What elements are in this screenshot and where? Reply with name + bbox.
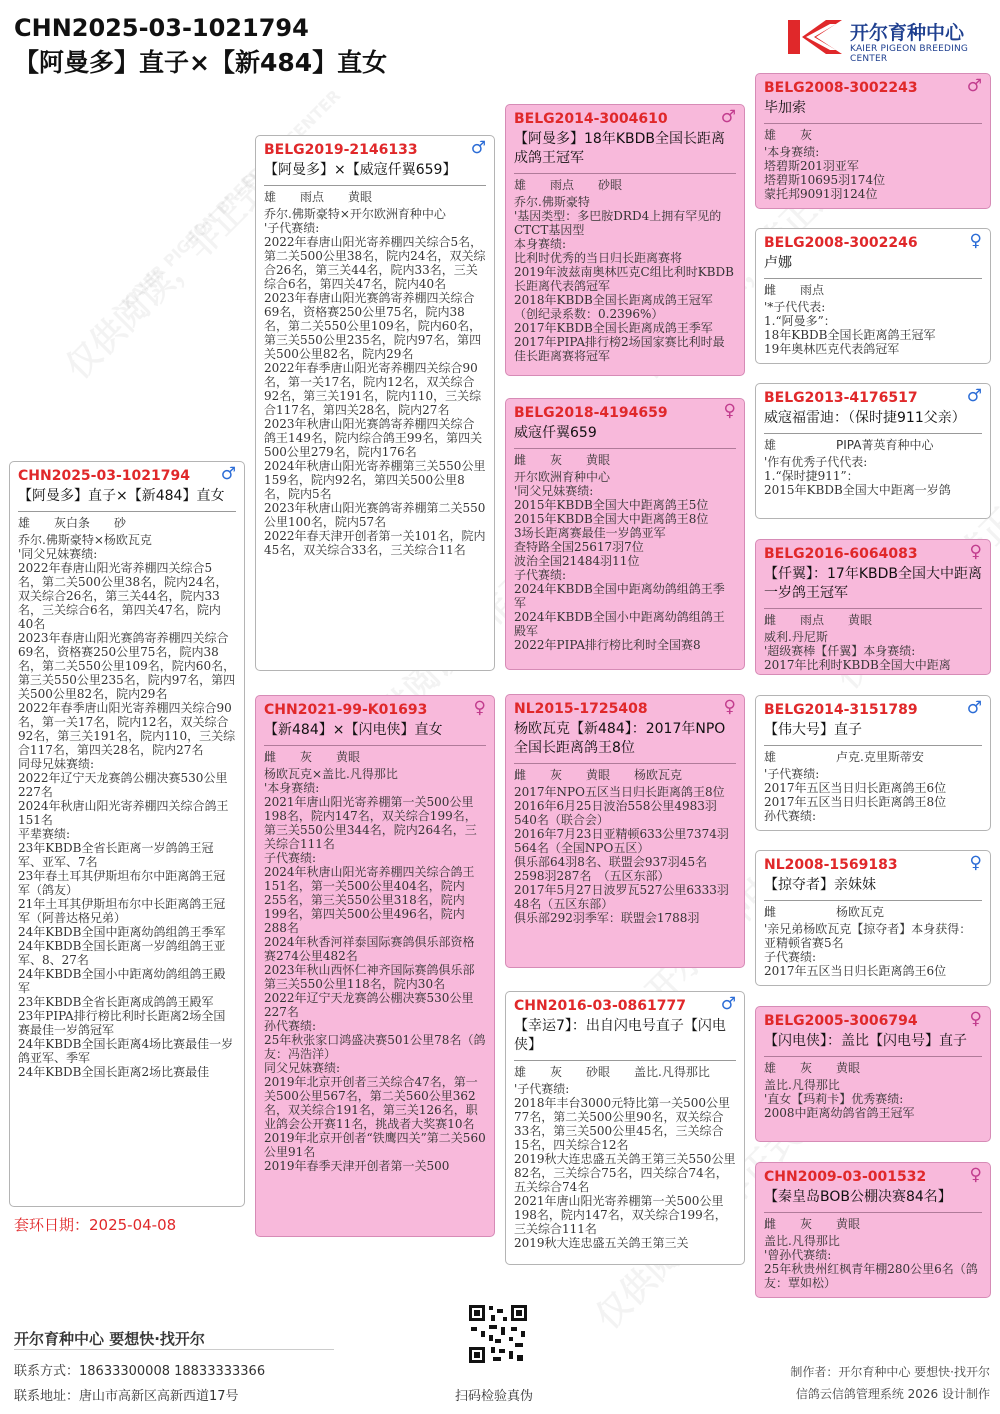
pigeon-attributes: 雄 PIPA菁英育种中心	[764, 438, 934, 452]
female-icon: ♀	[969, 1165, 982, 1185]
pedigree-card-gen4-4[interactable]	[755, 539, 991, 675]
pedigree-card-gen4-6[interactable]	[755, 850, 991, 986]
pigeon-attributes: 雌 灰 黄眼	[264, 750, 361, 764]
divider	[764, 433, 982, 434]
pedigree-card-sire[interactable]	[255, 135, 495, 671]
pigeon-info: 开尔欧洲育种中心 '同父兄妹赛绩: 2015年KBDB全国大中距离鸽王5位 2015年KBDB全国大中距离鸽王8位 3场长距离赛最佳一岁鸽亚军 查特路全国25617羽7位 波治全国21484羽11位 子代赛绩: 2024年KBDB全国中距离幼鸽组鸽王季军 2024年KBDB全国小中距离幼鸽组鸽王殿军 2022年PIPA排行榜比利时全国赛8	[514, 470, 725, 652]
pedigree-card-gen4-3[interactable]	[755, 383, 991, 519]
footer-system: 信鸽云信鸽管理系统 2026 设计制作	[795, 1387, 990, 1401]
female-icon: ♀	[723, 401, 736, 421]
ring-id: CHN2009-03-001532	[764, 1169, 927, 1185]
brand-name-en: KAIER PIGEON BREEDING CENTER	[850, 44, 969, 64]
female-icon: ♀	[723, 697, 736, 717]
pedigree-card-gen4-7[interactable]	[755, 1006, 991, 1142]
divider	[264, 185, 486, 186]
pigeon-attributes: 雄 灰	[764, 128, 813, 142]
male-icon: ♂	[470, 138, 486, 158]
male-icon: ♀	[969, 1009, 982, 1029]
pedigree-card-sire-dam[interactable]	[505, 398, 745, 670]
pigeon-info: 2017年NPO五区当日归长距离鸽王8位 2016年6月25日波治558公里4983羽540名（联合会） 2016年7月23日亚精顿633公里7374羽564名（全国NPO五区） 俱乐部64羽8名、联盟会937羽45名 2598羽287名 （五区东部） 2017年5月27日波罗瓦527公里6333羽48名（五区东部） 俱乐部292羽季军：联盟会1788羽	[514, 785, 729, 925]
ring-id: BELG2016-6064083	[764, 546, 918, 562]
pigeon-attributes: 雄 灰白条 砂	[18, 516, 127, 530]
male-icon: ♂	[220, 464, 236, 484]
pigeon-attributes: 雄 灰 黄眼	[764, 1061, 861, 1075]
male-icon: ♂	[720, 107, 736, 127]
ring-id: NL2015-1725408	[514, 701, 648, 717]
footer-address: 联系地址：唐山市高新区高新西道17号	[14, 1389, 239, 1404]
pigeon-attributes: 雄 雨点 黄眼	[264, 190, 373, 204]
pigeon-name: 【掠夺者】亲妹妹	[764, 877, 876, 893]
ring-id: BELG2008-3002246	[764, 235, 918, 251]
pigeon-info: 杨欧瓦克×盖比.凡得那比 '本身赛绩: 2021年唐山阳光寄养棚第一关500公里198名，院内147名，双关综合199名，第三关550公里344名，院内264名，三关综合111名 子代赛绩: 2024年秋唐山阳光寄养棚四关综合鸽王151名，第一关500公里404名，院内255名，第三关550公里318名，院内199名，第四关500公里496名，院内288名 2024年秋香河祥泰国际赛鸽俱乐部资格赛274公里482名 2023年秋山西怀仁神齐国际赛鸽俱乐部第三关550公里118名，院内30名 2022年辽宁天龙赛鸽公棚决赛530公里227名 孙代赛绩: 25年秋张家口鸿盛决赛501公里78名（鸽友：冯浩洋） 同父兄妹赛绩: 2019年北京开创者三关综合47名，第一关500公里567名，第二关560公里362名，双关综合191名，第三关126名，职业鸽会公开赛11名，挑战者大奖赛10名 2019年北京开创者“铁鹰四关”第二关560公里91名 2019年春季天津开创者第一关500	[264, 767, 486, 1173]
pigeon-attributes: 雄 灰 砂眼 盖比.凡得那比	[514, 1065, 710, 1079]
ring-id: NL2008-1569183	[764, 857, 898, 873]
ring-id: BELG2014-3004610	[514, 111, 668, 127]
pigeon-name: 威寇福雷迪：（保时捷911父亲）	[764, 410, 966, 426]
pigeon-name: 卢娜	[764, 255, 792, 271]
pigeon-attributes: 雌 杨欧瓦克	[764, 905, 885, 919]
divider	[764, 900, 982, 901]
female-icon: ♀	[969, 853, 982, 873]
pigeon-info: '*子代代表: 1.“阿曼多”： 18年KBDB全国长距离鸽王冠军 19年奥林匹克代表鸽冠军	[764, 300, 936, 356]
pedigree-card-subject[interactable]	[9, 461, 245, 1207]
pigeon-info: '亲兄弟杨欧瓦克【掠夺者】本身获得：亚精顿省赛5名 子代赛绩: 2017年五区当日归长距离鸽王6位	[764, 922, 972, 978]
pedigree-card-gen4-1[interactable]	[755, 73, 991, 209]
page-title: 【阿曼多】直子×【新484】直女	[14, 48, 388, 77]
pigeon-name: 【幸运7】：出自闪电号直子【闪电侠】	[514, 1018, 726, 1053]
pigeon-info: 乔尔.佛斯豪特×杨欧瓦克 '同父兄妹赛绩: 2022年春唐山阳光寄养棚四关综合5名，第二关500公里38名，院内24名，双关综合26名，第三关44名，院内33名，三关综合6名，第四关47名，院内40名 2023年春唐山阳光赛鸽寄养棚四关综合69名，资格赛250公里75名，院内38名，第二关550公里109名，院内60名，第三关550公里235名，院内97名，第四关500公里82名，院内29名 2022年春季唐山阳光寄养棚四关综合90名，第一关17名，院内12名，双关综合92名，第三关191名，院内110，三关综合117名，第四关28名，院内27名 同母兄妹赛绩: 2022年辽宁天龙赛鸽公棚决赛530公里227名 2024年秋唐山阳光寄养棚四关综合鸽王151名 平辈赛绩: 23年KBDB全省长距离一岁鸽鸽王冠军、亚军、7名 23年春土耳其伊斯坦布尔中距离鸽王冠军（鸽友） 21年土耳其伊斯坦布尔中长距离鸽王冠军（阿普达格兄弟） 24年KBDB全国中距离幼鸽组鸽王季军 24年KBDB全国长距离一岁鸽组鸽王亚军、8、27名 24年KBDB全国小中距离幼鸽组鸽王殿军 23年KBDB全省长距离成鸽鸽王殿军 23年PIPA排行榜比利时长距离2场全国赛最佳一岁鸽冠军 24年KBDB全国长距离4场比赛最佳一岁鸽亚军、季军 24年KBDB全国长距离2场比赛最佳	[18, 533, 236, 1079]
brand-logo	[786, 16, 992, 64]
pigeon-name: 杨欧瓦克【新484】：2017年NPO全国长距离鸽王8位	[514, 721, 726, 756]
pigeon-attributes: 雌 灰 黄眼	[764, 1217, 861, 1231]
pedigree-card-gen4-5[interactable]	[755, 695, 991, 831]
footer-maker: 制作者：开尔育种中心 要想快·找开尔	[790, 1365, 990, 1379]
divider	[764, 745, 982, 746]
ring-id: BELG2019-2146133	[264, 142, 418, 158]
pigeon-info: 威利.丹尼斯 '超级赛棒【仟翼】本身赛绩: 2017年比利时KBDB全国大中距离	[764, 630, 951, 672]
pigeon-info: 乔尔.佛斯豪特×开尔欧洲育种中心 '子代赛绩: 2022年春唐山阳光寄养棚四关综合5名，第二关500公里38名，院内24名，双关综合26名，第三关44名，院内33名，三关综合6名，第四关47名，院内40名 2023年春唐山阳光赛鸽寄养棚四关综合69名，资格赛250公里75名，院内38名，第二关550公里109名，院内60名，第三关550公里235名，院内97名，第四关500公里82名，院内29名 2022年春季唐山阳光寄养棚四关综合90名，第一关17名，院内12名，双关综合92名，第三关191名，院内110，三关综合117名，第四关28名，院内27名 2023年秋唐山阳光赛鸽寄养棚四关综合鸽王149名，院内综合鸽王99名，第四关500公里279名，院内176名 2024年秋唐山阳光寄养棚第三关550公里159名，院内92名，第四关500公里8名，院内5名 2023年秋唐山阳光赛鸽寄养棚第二关550公里100名，院内57名 2022年春天津开创者第一关101名，院内45名，双关综合33名，三关综合11名	[264, 207, 486, 557]
male-icon: ♂	[966, 76, 982, 96]
pigeon-info: '作有优秀子代代表: 1.“保时捷911”： 2015年KBDB全国大中距离一岁鸽	[764, 455, 951, 497]
footer-slogan: 开尔育种中心 要想快·找开尔	[14, 1330, 205, 1348]
footer-divider	[14, 1349, 334, 1350]
pigeon-attributes: 雌 雨点 黄眼	[764, 613, 873, 627]
divider	[514, 448, 736, 449]
pigeon-name: 威寇仟翼659	[514, 425, 597, 441]
pigeon-name: 【伟大号】直子	[764, 722, 862, 738]
ring-id: CHN2025-03-1021794	[18, 468, 190, 484]
female-icon: ♀	[969, 231, 982, 251]
divider	[764, 608, 982, 609]
pigeon-name: 【仟翼】：17年KBDB全国大中距离一岁鸽王冠军	[764, 566, 982, 601]
pigeon-attributes: 雌 雨点	[764, 283, 825, 297]
divider	[764, 278, 982, 279]
ring-id: BELG2008-3002243	[764, 80, 918, 96]
pedigree-card-sire-sire[interactable]	[505, 104, 745, 376]
pigeon-info: 盖比.凡得那比 '曾孙代赛绩: 25年秋贵州红枫青年棚280公里6名（鸽友：覃如松）	[764, 1234, 978, 1290]
ring-id: BELG2005-3006794	[764, 1013, 918, 1029]
male-icon: ♂	[966, 386, 982, 406]
pigeon-name: 【阿曼多】18年KBDB全国长距离成鸽王冠军	[514, 131, 725, 166]
male-icon: ♂	[720, 994, 736, 1014]
ring-id: CHN2021-99-K01693	[264, 702, 428, 718]
pigeon-info: 盖比.凡得那比 '直女【玛莉卡】优秀赛绩: 2008中距离幼鸽省鸽王冠军	[764, 1078, 915, 1120]
qr-code-icon[interactable]	[467, 1303, 529, 1365]
watermark	[53, 161, 280, 388]
pigeon-info: '子代赛绩: 2017年五区当日归长距离鸽王6位 2017年五区当日归长距离鸽王8位 孙代赛绩:	[764, 767, 947, 823]
divider	[764, 123, 982, 124]
male-icon: ♂	[966, 698, 982, 718]
ring-date: 套环日期：2025-04-08	[14, 1216, 177, 1234]
footer-contact: 联系方式：18633300008 18833333366	[14, 1364, 266, 1379]
divider	[514, 173, 736, 174]
pigeon-name: 【阿曼多】直子×【新484】直女	[18, 488, 225, 504]
pigeon-attributes: 雄 卢克.克里斯蒂安	[764, 750, 924, 764]
pigeon-attributes: 雌 灰 黄眼 杨欧瓦克	[514, 768, 683, 782]
female-icon: ♀	[473, 698, 486, 718]
divider	[764, 1212, 982, 1213]
pedigree-card-gen4-8[interactable]	[755, 1162, 991, 1298]
pedigree-card-dam-sire[interactable]	[505, 694, 745, 968]
ring-id: BELG2014-3151789	[764, 702, 918, 718]
pigeon-attributes: 雌 灰 黄眼	[514, 453, 611, 467]
divider	[264, 745, 486, 746]
ring-id: CHN2016-03-0861777	[514, 998, 686, 1014]
divider	[514, 1060, 736, 1061]
qr-label: 扫码检验真伪	[455, 1389, 534, 1404]
pigeon-info: '本身赛绩: 塔碧斯201羽亚军 塔碧斯10695羽174位 蒙托邦9091羽124位	[764, 145, 886, 201]
pigeon-attributes: 雄 雨点 砂眼	[514, 178, 623, 192]
divider	[764, 1056, 982, 1057]
pedigree-card-dam-dam[interactable]	[505, 991, 745, 1265]
pigeon-info: 乔尔.佛斯豪特 '基因类型：多巴胺DRD4上拥有罕见的CTCT基因型 本身赛绩: 比利时优秀的当日归长距离赛将 2019年波兹南奥林匹克C组比利时KBDB长距离代表鸽冠军 2018年KBDB全国长距离成鸽王冠军（创纪录系数：0.2396%） 2017年KBDB全国长距离成鸽王季军 2017年PIPA排行榜2场国家赛比利时最佳长距离赛将冠军	[514, 195, 734, 363]
pigeon-name: 【新484】×【闪电侠】直女	[264, 722, 443, 738]
brand-name: 开尔育种中心	[850, 22, 965, 44]
pigeon-name: 【阿曼多】×【威寇仟翼659】	[264, 162, 457, 178]
pigeon-info: '子代赛绩: 2018年丰台3000元特比第一关500公里77名，第二关500公里90名，双关综合33名，第三关500公里45名，三关综合15名，四关综合12名 2019秋大连忠盛五关鸽王第三关550公里82名，三关综合75名，四关综合74名，五关综合74名 2021年唐山阳光寄养棚第一关500公里198名，院内147名，双关综合199名，三关综合111名 2019秋大连忠盛五关鸽王第三关	[514, 1082, 736, 1250]
page-ring-id: CHN2025-03-1021794	[14, 14, 309, 42]
female-icon: ♀	[969, 542, 982, 562]
divider	[514, 763, 736, 764]
pigeon-name: 【闪电侠】：盖比【闪电号】直子	[764, 1033, 967, 1049]
pigeon-name: 毕加索	[764, 100, 806, 116]
ring-id: BELG2018-4194659	[514, 405, 668, 421]
kaier-logo-icon	[786, 16, 844, 58]
pigeon-name: 【秦皇岛BOB公棚决赛84名】	[764, 1189, 952, 1205]
ring-id: BELG2013-4176517	[764, 390, 918, 406]
pedigree-card-dam[interactable]	[255, 695, 495, 1237]
divider	[18, 511, 236, 512]
pedigree-card-gen4-2[interactable]	[755, 228, 991, 364]
